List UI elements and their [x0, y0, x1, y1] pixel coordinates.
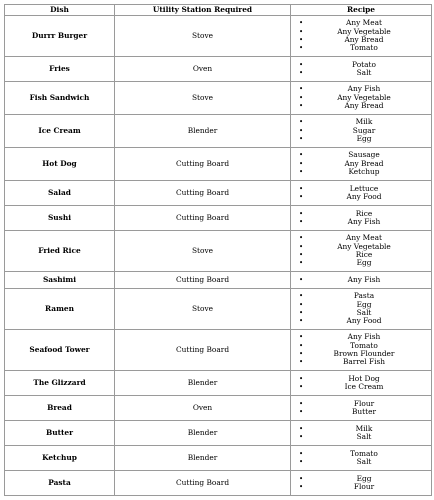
recipe-table-container: [4, 4, 431, 496]
table-row: [5, 115, 432, 148]
ingredient-text: Any Vegetable: [337, 26, 391, 36]
recipe-list: [291, 375, 431, 392]
bullet-icon: •: [299, 234, 304, 243]
bullet-icon: •: [299, 118, 304, 127]
recipe-ingredient: [291, 408, 431, 416]
bullet-icon: •: [299, 408, 304, 416]
recipe-ingredient: [291, 135, 431, 143]
bullet-icon: •: [299, 168, 304, 177]
table-row: [5, 57, 432, 82]
ingredient-text: Lettuce: [349, 183, 379, 193]
ingredient-text: Salt: [356, 432, 372, 441]
bullet-icon: •: [299, 36, 304, 44]
ingredient-text: Any Food: [346, 316, 382, 326]
recipe-list: [291, 450, 431, 467]
bullet-icon: •: [299, 259, 304, 268]
dish-cell: Fish Sandwich: [5, 82, 115, 115]
recipe-cell: [291, 421, 432, 446]
recipe-ingredient: [291, 69, 431, 77]
ingredient-text: Salt: [356, 68, 372, 77]
ingredient-text: Rice: [355, 250, 373, 259]
bullet-icon: •: [299, 193, 304, 201]
dish-cell: Sushi: [5, 206, 115, 231]
recipe-ingredient: [291, 458, 431, 466]
header-dish: Dish: [5, 5, 115, 16]
dish-cell: Sashimi: [5, 272, 115, 289]
station-cell: Stove: [115, 82, 291, 115]
ingredient-text: Brown Flounder: [333, 349, 395, 358]
bullet-icon: •: [299, 275, 304, 284]
recipe-cell: [291, 206, 432, 231]
dish-cell: Salad: [5, 181, 115, 206]
dish-cell: The Glizzard: [5, 371, 115, 396]
bullet-icon: •: [299, 44, 304, 53]
table-row: [5, 471, 432, 496]
recipe-list: [291, 292, 431, 326]
dish-cell: Seafood Tower: [5, 330, 115, 371]
dish-cell: Ice Cream: [5, 115, 115, 148]
table-row: [5, 206, 432, 231]
recipe-list: [291, 234, 431, 268]
recipe-cell: [291, 115, 432, 148]
ingredient-text: Butter: [351, 407, 377, 416]
table-header: [5, 5, 432, 16]
recipe-list: [291, 151, 431, 176]
bullet-icon: •: [299, 19, 304, 28]
recipe-cell: [291, 396, 432, 421]
ingredient-text: Any Food: [346, 192, 382, 201]
bullet-icon: •: [299, 474, 304, 483]
recipe-ingredient: [291, 317, 431, 325]
station-cell: Stove: [115, 16, 291, 57]
recipe-cell: [291, 57, 432, 82]
bullet-icon: •: [299, 151, 304, 160]
header-station: Utility Station Required: [115, 5, 291, 16]
recipe-list: [291, 333, 431, 367]
station-cell: Blender: [115, 421, 291, 446]
recipe-list: [291, 85, 431, 110]
recipe-table: [4, 4, 432, 496]
station-cell: Blender: [115, 115, 291, 148]
station-cell: Cutting Board: [115, 471, 291, 496]
recipe-list: [291, 425, 431, 442]
recipe-ingredient: [291, 433, 431, 441]
ingredient-text: Any Fish: [347, 332, 381, 342]
table-row: [5, 148, 432, 181]
recipe-cell: [291, 231, 432, 272]
dish-cell: Fries: [5, 57, 115, 82]
table-row: [5, 272, 432, 289]
ingredient-text: Egg: [356, 134, 372, 144]
bullet-icon: •: [299, 93, 304, 102]
bullet-icon: •: [299, 309, 304, 317]
ingredient-text: Egg: [356, 299, 372, 309]
bullet-icon: •: [299, 102, 304, 111]
bullet-icon: •: [299, 483, 304, 491]
ingredient-text: Pasta: [353, 291, 375, 301]
bullet-icon: •: [299, 350, 304, 358]
recipe-list: [291, 210, 431, 227]
bullet-icon: •: [299, 251, 304, 259]
bullet-icon: •: [299, 184, 304, 193]
bullet-icon: •: [299, 358, 304, 367]
table-row: [5, 82, 432, 115]
station-cell: Cutting Board: [115, 181, 291, 206]
header-recipe: Recipe: [291, 5, 432, 16]
bullet-icon: •: [299, 333, 304, 342]
table-row: [5, 181, 432, 206]
table-row: [5, 289, 432, 330]
ingredient-text: Any Vegetable: [337, 92, 391, 102]
bullet-icon: •: [299, 399, 304, 408]
recipe-cell: [291, 330, 432, 371]
table-row: [5, 421, 432, 446]
bullet-icon: •: [299, 458, 304, 466]
bullet-icon: •: [299, 433, 304, 441]
ingredient-text: Salt: [356, 308, 372, 317]
bullet-icon: •: [299, 383, 304, 391]
ingredient-text: Flour: [353, 398, 375, 408]
recipe-ingredient: [291, 276, 431, 284]
recipe-cell: [291, 272, 432, 289]
bullet-icon: •: [299, 242, 304, 251]
table-row: [5, 396, 432, 421]
recipe-cell: [291, 148, 432, 181]
bullet-icon: •: [299, 209, 304, 218]
ingredient-text: Tomato: [350, 448, 378, 458]
ingredient-text: Milk: [355, 423, 373, 433]
bullet-icon: •: [299, 424, 304, 433]
ingredient-text: Any Vegetable: [337, 241, 391, 251]
bullet-icon: •: [299, 341, 304, 350]
ingredient-text: Barrel Fish: [342, 357, 386, 367]
ingredient-text: Hot Dog: [348, 373, 380, 383]
ingredient-text: Any Fish: [347, 217, 381, 226]
bullet-icon: •: [299, 27, 304, 36]
bullet-icon: •: [299, 317, 304, 326]
bullet-icon: •: [299, 218, 304, 226]
dish-cell: Ramen: [5, 289, 115, 330]
station-cell: Cutting Board: [115, 330, 291, 371]
recipe-ingredient: [291, 168, 431, 176]
recipe-ingredient: [291, 383, 431, 391]
station-cell: Oven: [115, 396, 291, 421]
ingredient-text: Ketchup: [348, 167, 380, 177]
recipe-list: [291, 118, 431, 143]
bullet-icon: •: [299, 374, 304, 383]
ingredient-text: Flour: [353, 482, 375, 491]
ingredient-text: Any Fish: [347, 84, 381, 94]
recipe-ingredient: [291, 259, 431, 267]
bullet-icon: •: [299, 85, 304, 94]
ingredient-text: Potato: [352, 59, 376, 69]
station-cell: Blender: [115, 446, 291, 471]
recipe-ingredient: [291, 358, 431, 366]
table-row: [5, 446, 432, 471]
ingredient-text: Any Bread: [344, 101, 384, 111]
recipe-cell: [291, 181, 432, 206]
recipe-ingredient: [291, 102, 431, 110]
bullet-icon: •: [299, 292, 304, 301]
ingredient-text: Any Meat: [346, 233, 382, 243]
dish-cell: Pasta: [5, 471, 115, 496]
ingredient-text: Any Bread: [344, 158, 384, 168]
dish-cell: Bread: [5, 396, 115, 421]
dish-cell: Durrr Burger: [5, 16, 115, 57]
recipe-list: [291, 185, 431, 202]
recipe-list: [291, 61, 431, 78]
bullet-icon: •: [299, 300, 304, 309]
bullet-icon: •: [299, 69, 304, 77]
recipe-ingredient: [291, 44, 431, 52]
bullet-icon: •: [299, 135, 304, 144]
bullet-icon: •: [299, 60, 304, 69]
station-cell: Oven: [115, 57, 291, 82]
table-row: [5, 231, 432, 272]
station-cell: Cutting Board: [115, 272, 291, 289]
station-cell: Stove: [115, 231, 291, 272]
dish-cell: Hot Dog: [5, 148, 115, 181]
bullet-icon: •: [299, 449, 304, 458]
recipe-cell: [291, 82, 432, 115]
ingredient-text: Tomato: [350, 340, 378, 350]
recipe-cell: [291, 16, 432, 57]
ingredient-text: Salt: [356, 457, 372, 466]
ingredient-text: Sausage: [348, 150, 380, 160]
ingredient-text: Any Fish: [347, 274, 381, 284]
ingredient-text: Any Bread: [344, 35, 384, 44]
ingredient-text: Milk: [355, 117, 373, 127]
recipe-cell: [291, 471, 432, 496]
dish-cell: Butter: [5, 421, 115, 446]
recipe-list: [291, 19, 431, 53]
dish-cell: Ketchup: [5, 446, 115, 471]
ingredient-text: Rice: [355, 208, 373, 218]
recipe-list: [291, 475, 431, 492]
recipe-list: [291, 400, 431, 417]
table-row: [5, 371, 432, 396]
recipe-list: [291, 276, 431, 284]
station-cell: Cutting Board: [115, 206, 291, 231]
station-cell: Blender: [115, 371, 291, 396]
recipe-ingredient: [291, 193, 431, 201]
table-row: [5, 330, 432, 371]
ingredient-text: Sugar: [352, 125, 376, 135]
recipe-ingredient: [291, 218, 431, 226]
table-row: [5, 16, 432, 57]
recipe-cell: [291, 446, 432, 471]
ingredient-text: Egg: [356, 473, 372, 483]
ingredient-text: Egg: [356, 258, 372, 268]
recipe-cell: [291, 289, 432, 330]
bullet-icon: •: [299, 126, 304, 135]
recipe-ingredient: [291, 483, 431, 491]
table-body: [5, 16, 432, 496]
dish-cell: Fried Rice: [5, 231, 115, 272]
ingredient-text: Tomato: [350, 43, 378, 53]
bullet-icon: •: [299, 159, 304, 168]
header-row: [5, 5, 432, 16]
ingredient-text: Ice Cream: [344, 382, 384, 391]
ingredient-text: Any Meat: [346, 18, 382, 28]
station-cell: Cutting Board: [115, 148, 291, 181]
recipe-cell: [291, 371, 432, 396]
station-cell: Stove: [115, 289, 291, 330]
